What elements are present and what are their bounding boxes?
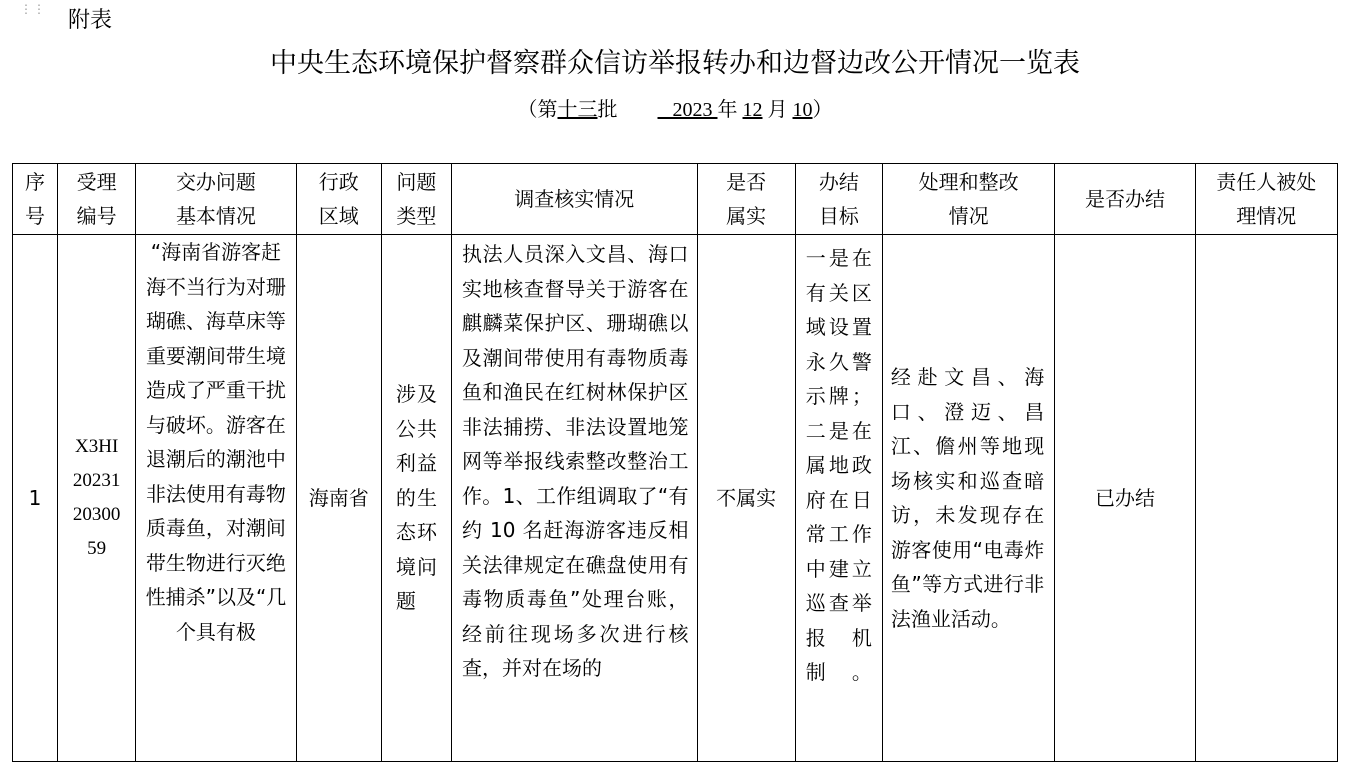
cell-goal: 一是在有关区域设置永久警示牌；二是在属地政府在日常工作中建立巡查举报机制。	[795, 235, 882, 762]
header-id: 受理编号	[58, 164, 136, 235]
cell-handling: 经赴文昌、海口、澄迈、昌江、儋州等地现场核实和巡查暗访，未发现存在游客使用“电毒炸鱼”等方式进行非法渔业活动。	[882, 235, 1054, 762]
header-index: 序号	[13, 164, 58, 235]
drag-handle-icon[interactable]: ⋮⋮	[20, 2, 46, 16]
header-responsible: 责任人被处理情况	[1195, 164, 1337, 235]
subtitle-prefix: （第	[517, 99, 558, 121]
document-subtitle	[0, 95, 1350, 125]
cell-type: 涉及公共利益的生态环境问题	[381, 235, 451, 762]
cell-responsible	[1195, 235, 1337, 762]
cell-investigation: 执法人员深入文昌、海口实地核查督导关于游客在麒麟菜保护区、珊瑚礁以及潮间带使用有毒物质毒鱼和渔民在红树林保护区非法捕捞、非法设置地笼网等举报线索整改整治工作。1、工作组调取了“有约 10 名赶海游客违反相关法律规定在礁盘使用有毒物质毒鱼”处理台账，经前往现场多次进行核查，并对在场的	[451, 235, 697, 762]
month-value: 12	[742, 99, 763, 121]
header-closed: 是否办结	[1055, 164, 1195, 235]
header-investigation: 调查核实情况	[451, 164, 697, 235]
cell-closed: 已办结	[1055, 235, 1195, 762]
year-value: 2023	[672, 99, 713, 121]
header-handling: 处理和整改情况	[882, 164, 1054, 235]
document-title: 中央生态环境保护督察群众信访举报转办和边督边改公开情况一览表	[270, 48, 1080, 79]
day-value: 10	[792, 99, 813, 121]
batch-suffix: 批	[597, 99, 618, 121]
cell-region: 海南省	[296, 235, 381, 762]
header-type: 问题类型	[381, 164, 451, 235]
year-suffix: 年	[717, 99, 738, 121]
cell-truth: 不属实	[697, 235, 795, 762]
month-suffix: 月	[767, 99, 788, 121]
table-header-row	[13, 164, 1338, 235]
cell-id: X3HI202312030059	[58, 235, 136, 762]
header-basic: 交办问题基本情况	[136, 164, 296, 235]
cell-basic: “海南省游客赶海不当行为对珊瑚礁、海草床等重要潮间带生境造成了严重干扰与破坏。游客在退潮后的潮池中非法使用有毒物质毒鱼，对潮间带生物进行灭绝性捕杀”以及“几个具有极	[136, 235, 296, 762]
report-table	[12, 163, 1338, 762]
header-truth: 是否属实	[697, 164, 795, 235]
cell-index: 1	[13, 235, 58, 762]
table-row	[13, 235, 1338, 762]
header-goal: 办结目标	[795, 164, 882, 235]
batch-number: 十三	[557, 99, 598, 121]
header-region: 行政区域	[296, 164, 381, 235]
appendix-label: 附表	[68, 8, 113, 33]
subtitle-close: ）	[812, 99, 833, 121]
